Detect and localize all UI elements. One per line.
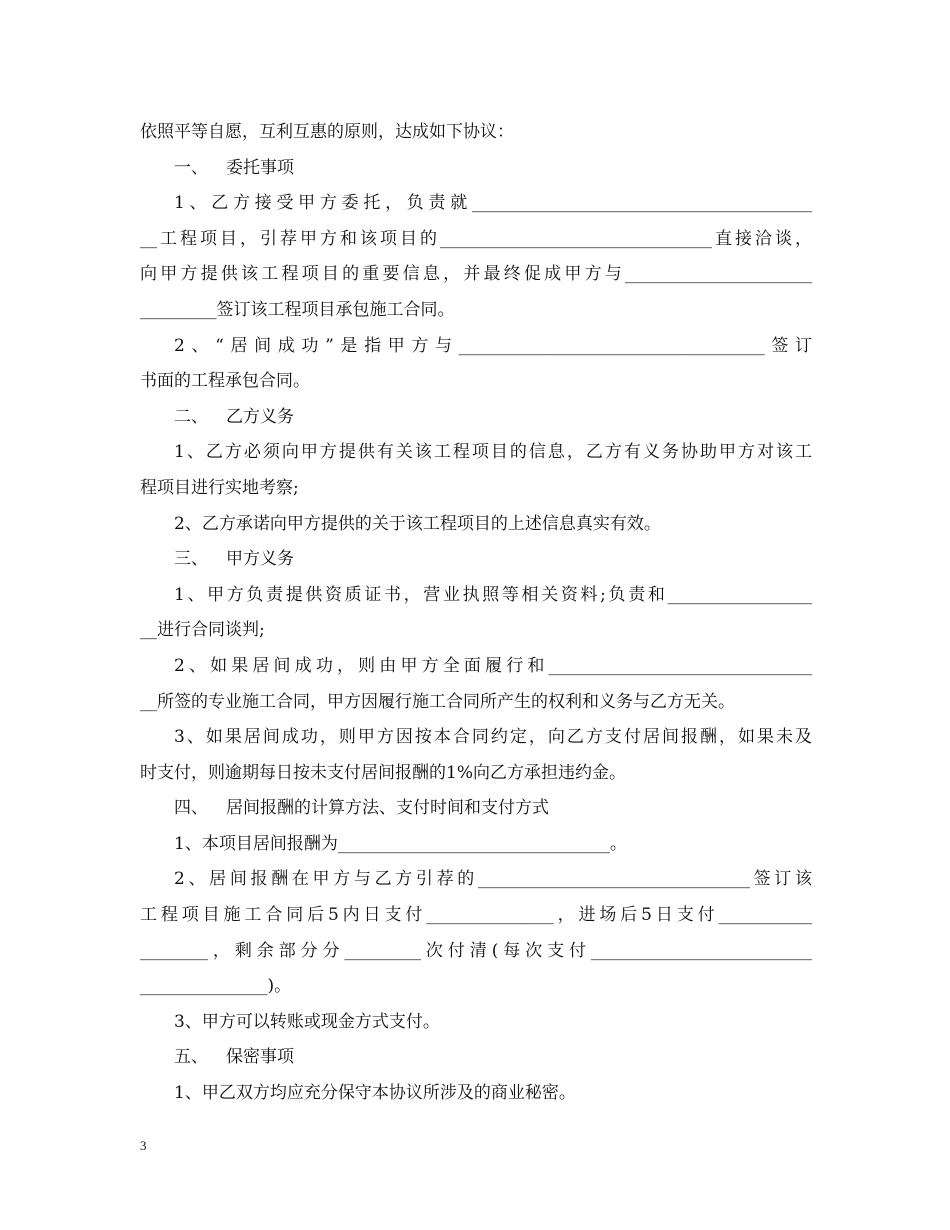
document-body — [140, 115, 812, 1112]
paragraph-line: 3、如果居间成功，则甲方因按本合同约定，向乙方支付居间报酬，如果未及 — [174, 727, 812, 748]
paragraph-line: 1、本项目居间报酬为________________________________。 — [174, 833, 627, 854]
section-heading — [140, 791, 812, 827]
paragraph-line: 2、如果居间成功，则由甲方全面履行和_______________________________ — [174, 655, 812, 676]
paragraph-line: 1、乙方接受甲方委托，负责就________________________________________ — [174, 193, 812, 214]
section-title: 委托事项 — [226, 157, 294, 178]
section-title: 保密事项 — [226, 1047, 294, 1068]
section-heading — [140, 151, 812, 187]
paragraph-line: 3、甲方可以转账或现金方式支付。 — [174, 1011, 440, 1032]
paragraph-line: 工程项目施工合同后5内日支付_______________，进场后5日支付___________ — [140, 905, 812, 926]
section-number: 一、 — [174, 157, 208, 178]
paragraph-line: 1、甲方负责提供资质证书，营业执照等相关资料;负责和_________________ — [174, 584, 812, 605]
paragraph-line: ________，剩余部分分_________次付清(每次支付__________________________ — [140, 940, 812, 961]
section-title: 居间报酬的计算方法、支付时间和支付方式 — [226, 798, 549, 819]
paragraph-line: __工程项目，引荐甲方和该项目的________________________________直接洽谈， — [140, 228, 812, 249]
section-title: 甲方义务 — [226, 549, 294, 570]
paragraph-line: 1、乙方必须向甲方提供有关该工程项目的信息，乙方有义务协助甲方对该工 — [174, 442, 812, 463]
paragraph-line: 时支付，则逾期每日按未支付居间报酬的1%向乙方承担违约金。 — [140, 762, 626, 783]
paragraph-line: _________签订该工程项目承包施工合同。 — [140, 299, 455, 320]
paragraph-line: 依照平等自愿，互利互惠的原则，达成如下协议： — [140, 122, 514, 142]
page-number: 3 — [140, 1138, 147, 1153]
paragraph-line: 1、甲乙双方均应充分保守本协议所涉及的商业秘密。 — [174, 1083, 576, 1104]
section-number: 四、 — [174, 798, 208, 819]
paragraph-line: 向甲方提供该工程项目的重要信息，并最终促成甲方与______________________ — [140, 264, 812, 285]
section-heading — [140, 542, 812, 578]
section-heading — [140, 400, 812, 436]
paragraph-line: __所签的专业施工合同，甲方因履行施工合同所产生的权利和义务与乙方无关。 — [140, 691, 735, 712]
paragraph-line: 2、居间报酬在甲方与乙方引荐的________________________________签订该 — [174, 869, 812, 890]
section-number: 三、 — [174, 549, 208, 570]
paragraph-line: _______________)。 — [140, 976, 292, 997]
paragraph-line: 程项目进行实地考察; — [140, 477, 299, 498]
paragraph-line: 2、“居间成功”是指甲方与____________________________________签订 — [174, 335, 812, 356]
section-heading — [140, 1040, 812, 1076]
section-number: 二、 — [174, 406, 208, 427]
paragraph-line: 书面的工程承包合同。 — [140, 371, 310, 392]
paragraph-line: 2、乙方承诺向甲方提供的关于该工程项目的上述信息真实有效。 — [174, 513, 661, 534]
section-title: 乙方义务 — [226, 406, 294, 427]
section-number: 五、 — [174, 1047, 208, 1068]
paragraph-line: __进行合同谈判; — [140, 620, 265, 641]
